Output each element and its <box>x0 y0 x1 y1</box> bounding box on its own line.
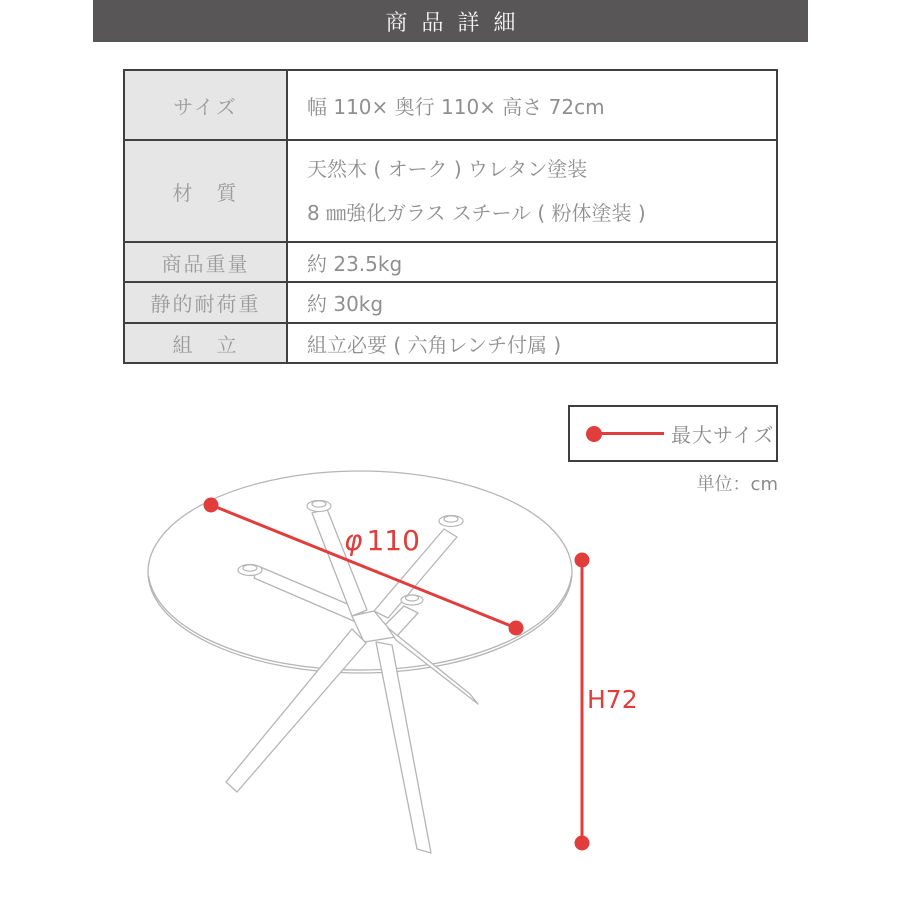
measure-dot-icon <box>509 621 524 636</box>
table-row-material <box>124 140 777 242</box>
spec-label-weight: 商品重量 <box>124 242 287 282</box>
diameter-label: φ 110 <box>344 524 420 557</box>
measure-dot-icon <box>204 498 219 513</box>
material-line-1: 天然木 ( オーク ) ウレタン塗装 <box>307 157 588 181</box>
unit-label: 単位：cm <box>696 474 778 495</box>
table-row-assembly <box>124 323 777 363</box>
table-row-size <box>124 70 777 140</box>
table-diagram <box>0 450 900 900</box>
spec-value-load: 約 30kg <box>287 282 777 323</box>
table-row-load <box>124 282 777 323</box>
spec-value-material <box>287 140 777 242</box>
spec-label-size: サイズ <box>124 70 287 140</box>
spec-value-size: 幅 110× 奥行 110× 高さ 72cm <box>287 70 777 140</box>
table-row-weight <box>124 242 777 282</box>
spec-label-material: 材 質 <box>124 140 287 242</box>
spec-value-weight: 約 23.5kg <box>287 242 777 282</box>
measure-dot-icon <box>575 836 590 851</box>
height-measure <box>575 553 638 851</box>
legend-label: 最大サイズ <box>671 423 775 447</box>
spec-value-assembly: 組立必要 ( 六角レンチ付属 ) <box>287 323 777 363</box>
height-label: H72 <box>587 685 638 714</box>
spec-table <box>123 69 778 364</box>
spec-label-assembly: 組 立 <box>124 323 287 363</box>
page-title: 商品詳細 <box>385 10 530 36</box>
measure-dot-icon <box>575 553 590 568</box>
measure-line-icon <box>600 432 664 435</box>
material-line-2: 8 ㎜強化ガラス スチール ( 粉体塗装 ) <box>307 201 646 225</box>
section-header <box>93 0 808 42</box>
spec-label-load: 静的耐荷重 <box>124 282 287 323</box>
